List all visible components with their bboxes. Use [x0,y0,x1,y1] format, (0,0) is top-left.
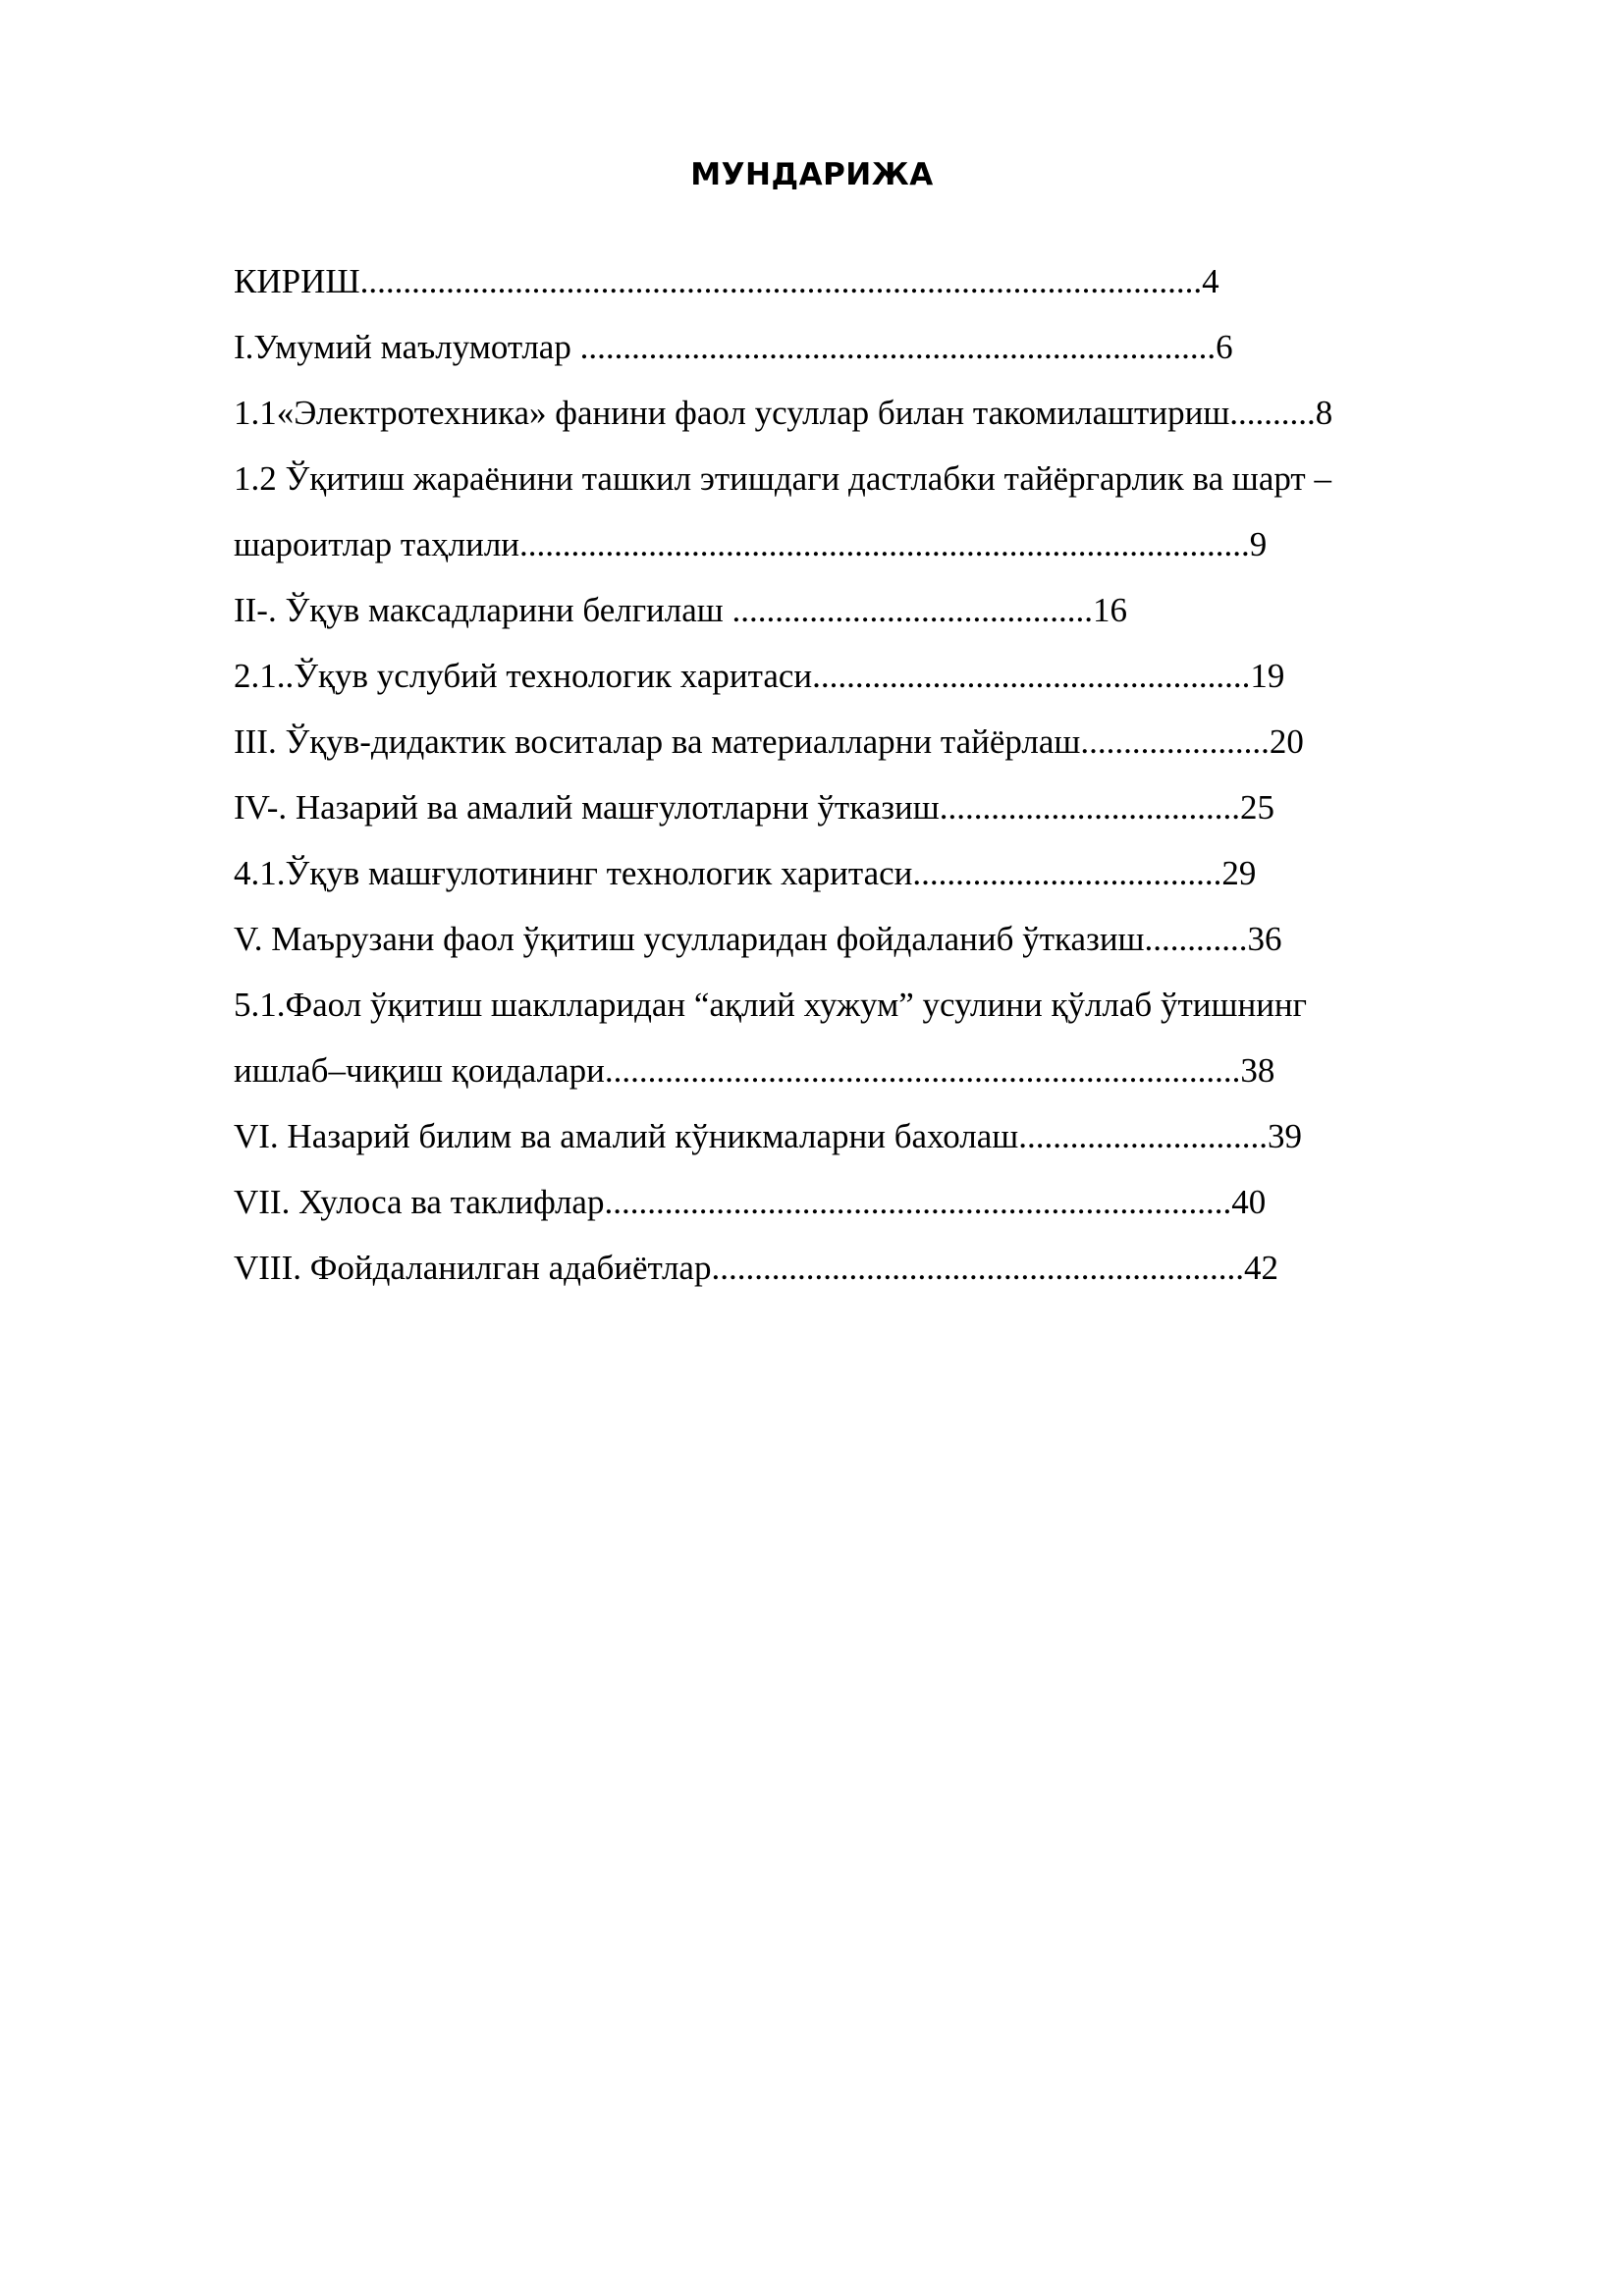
page-title: МУНДАРИЖА [690,157,934,192]
toc-line-chapter-1: I.Умумий маълумотлар ..........................................................................6 [234,328,1233,366]
toc-line-chapter-4: IV-. Назарий ва амалий машғулотларни ўтказиш...................................25 [234,788,1274,827]
toc-line-section-1-1: 1.1«Электротехника» фанини фаол усуллар билан такомилаштириш..........8 [234,394,1333,432]
toc-line-section-4-1: 4.1.Ўқув машғулотининг технологик харитаси....................................29 [234,854,1257,892]
toc-line-chapter-3: III. Ўқув-дидактик воситалар ва материалларни тайёрлаш......................20 [234,722,1304,761]
toc-line-section-1-2: 1.2 Ўқитиш жараёнини ташкил этишдаги дастлабки тайёргарлик ва шарт – [234,459,1331,498]
toc-line-section-5-1: 5.1.Фаол ўқитиш шаклларидан “ақлий хужум” усулини қўллаб ўтишнинг [234,986,1308,1024]
toc-line-chapter-7: VII. Хулоса ва таклифлар.........................................................................40 [234,1183,1267,1221]
toc-line-section-2-1: 2.1..Ўқув услубий технологик харитаси...................................................19 [234,657,1285,695]
toc-line-chapter-2: II-. Ўқув максадларини белгилаш ..........................................16 [234,591,1127,629]
toc-line-section-5-1-cont: ишлаб–чиқиш қоидалари..........................................................................38 [234,1051,1275,1090]
toc-line-chapter-5: V. Маърузани фаол ўқитиш усулларидан фойдаланиб ўтказиш............36 [234,920,1282,958]
table-of-contents [234,248,1490,1301]
toc-line-intro: КИРИШ..................................................................................................4 [234,262,1219,300]
toc-line-section-1-2-cont: шароитлар таҳлили.....................................................................................9 [234,525,1268,563]
toc-line-chapter-6: VI. Назарий билим ва амалий кўникмаларни бахолаш.............................39 [234,1117,1302,1155]
toc-line-chapter-8: VIII. Фойдаланилган адабиётлар..............................................................42 [234,1249,1278,1287]
